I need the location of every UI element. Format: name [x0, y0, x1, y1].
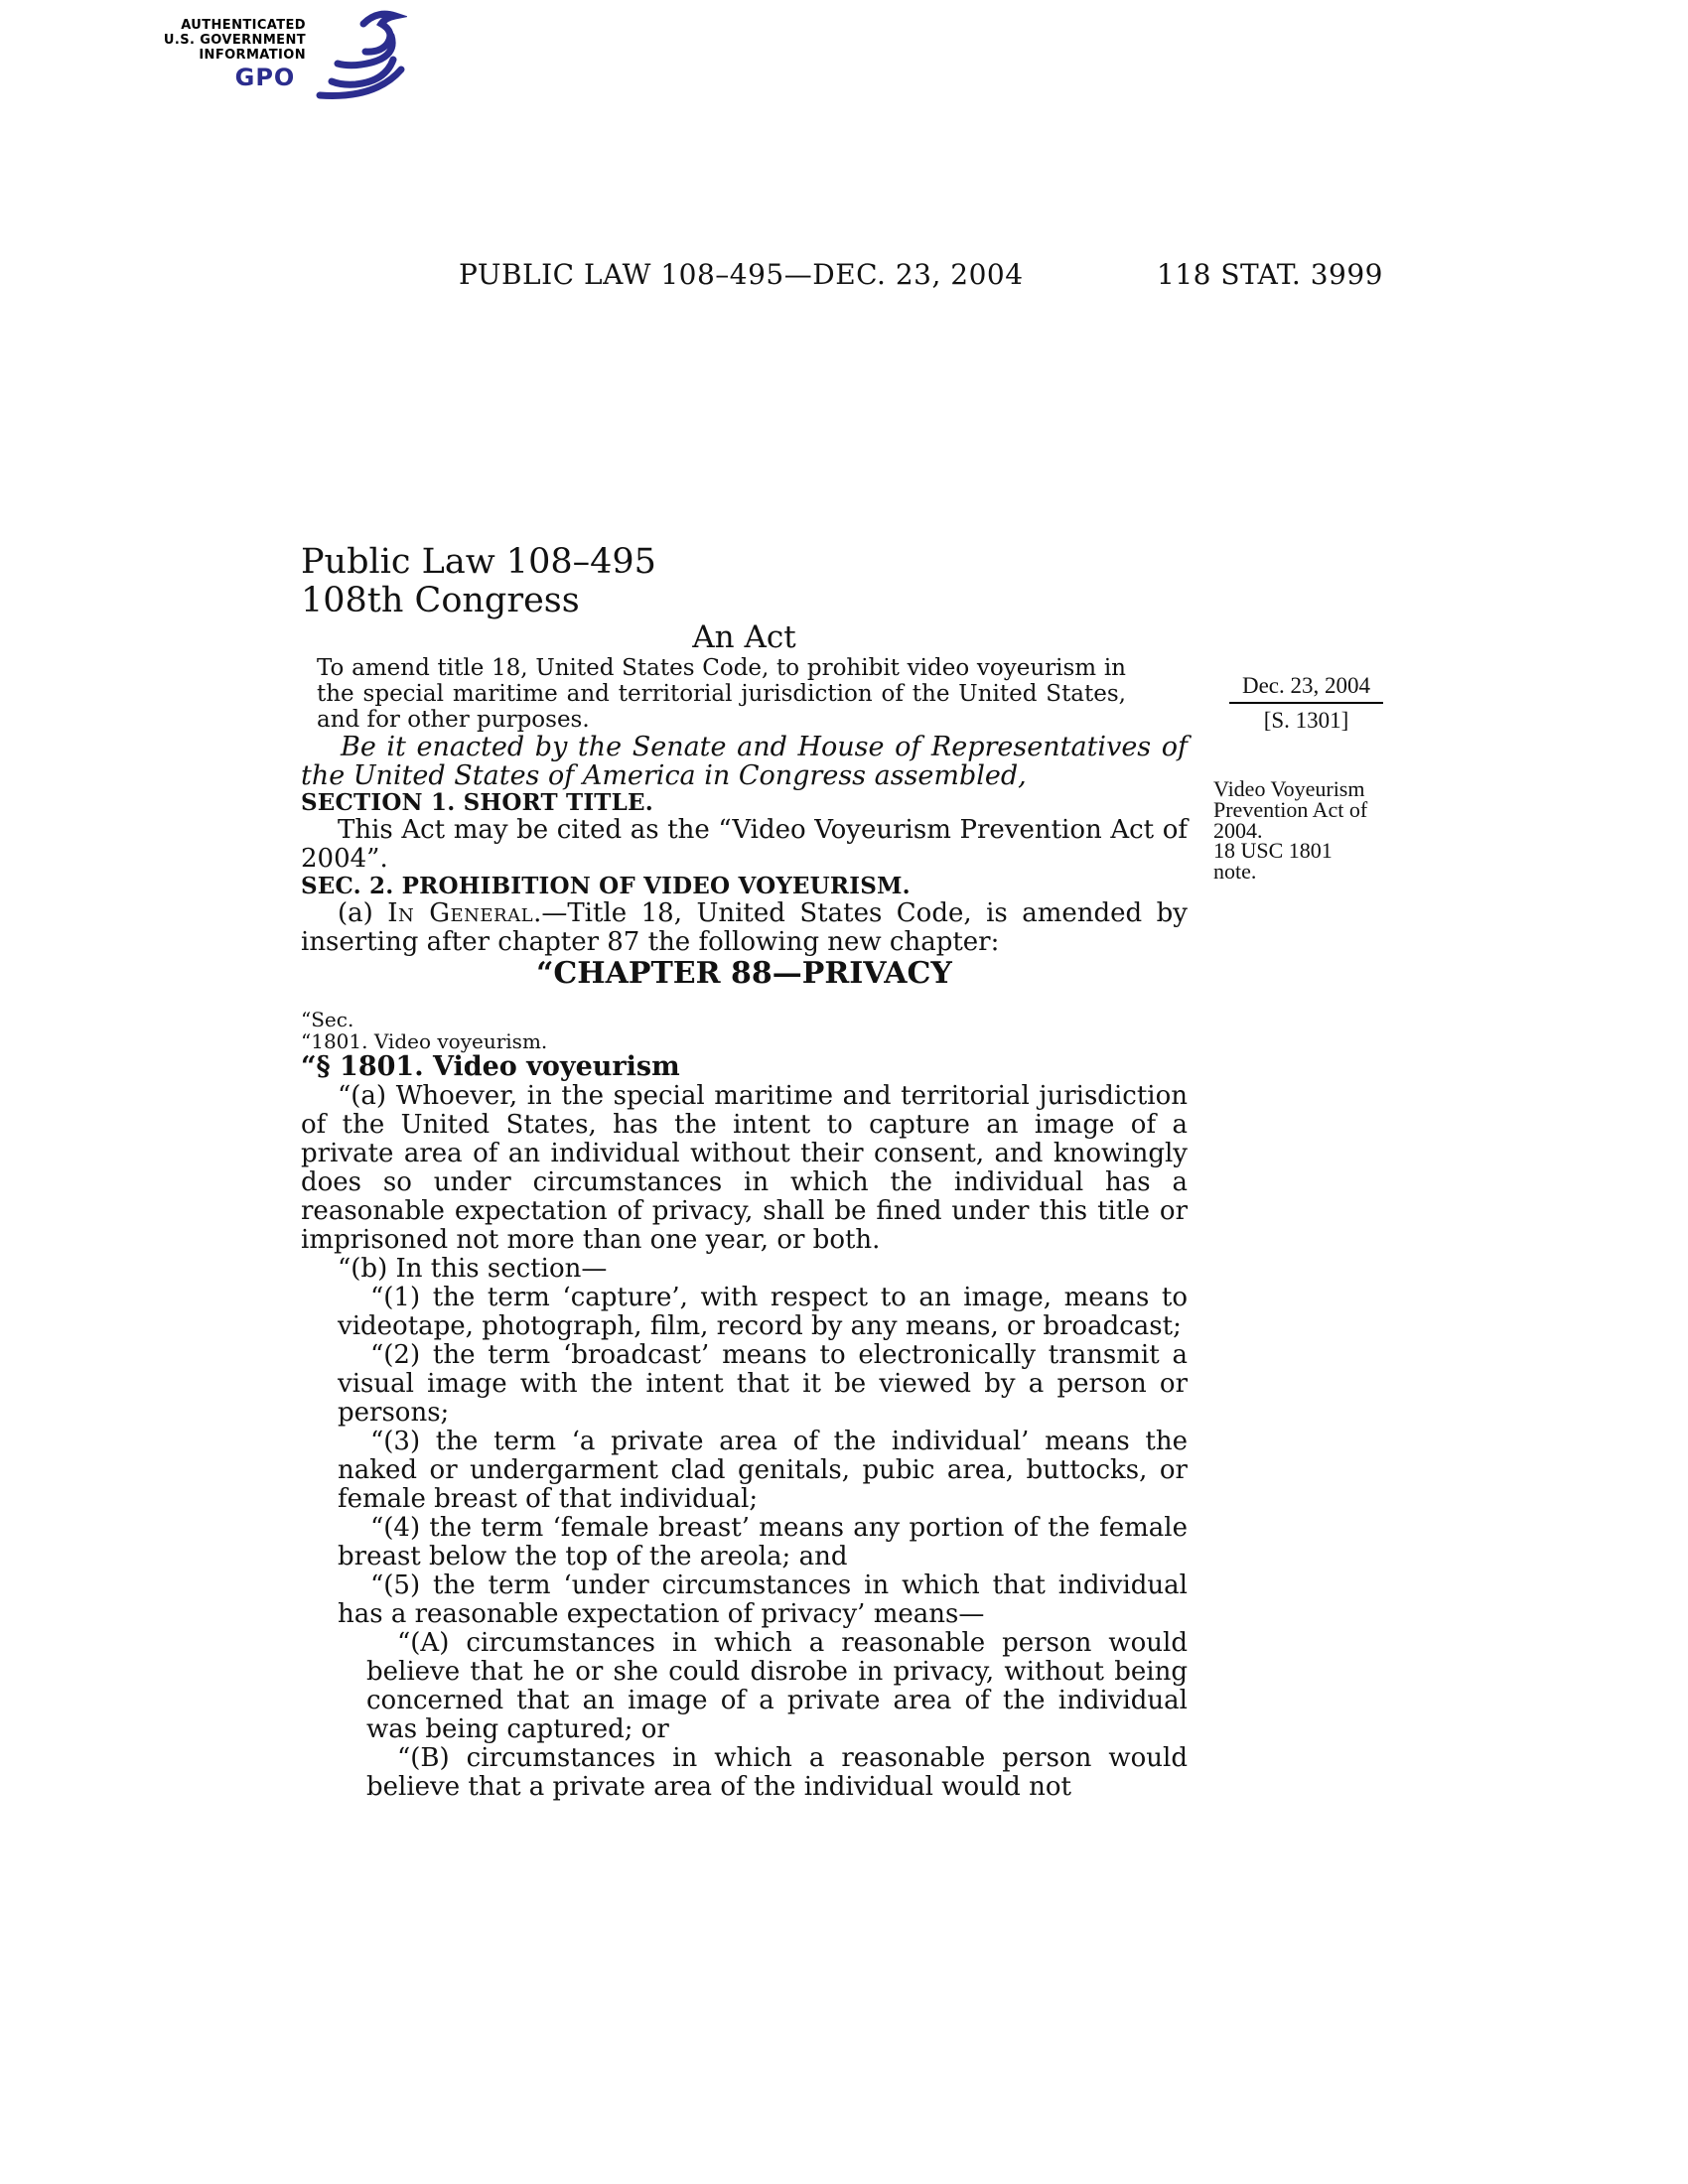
section2a-text: [301, 899, 1188, 957]
margin-note-short-title: Video Voyeurism Prevention Act of 2004.: [1213, 776, 1368, 843]
chapter-section-list: [301, 1009, 1188, 1052]
section2a-prefix: (a): [338, 898, 388, 928]
congress-title: 108th Congress: [301, 581, 580, 620]
an-act-heading: An Act: [692, 619, 796, 655]
sec-1801-par-a: “(a) Whoever, in the special maritime and territorial jurisdiction of the United States, has the intent to capture an image of a private area of an individual without their consent, and knowingly does so under circumstances in which the individual has a reasonable expectation of privacy, shall be fined under this title or imprisoned not more than one year, or both.: [301, 1081, 1188, 1255]
toc-entry-1801: “1801. Video voyeurism.: [301, 1029, 548, 1053]
enacting-clause: Be it enacted by the Senate and House of Representatives of the United States of America in Congress assembled,: [301, 732, 1188, 791]
gpo-logo: [137, 8, 336, 99]
margin-note-date: Dec. 23, 2004: [1229, 673, 1383, 704]
margin-note-date-bill: [1229, 673, 1383, 733]
public-law-number-title: Public Law 108–495: [301, 542, 656, 582]
definition-5-circumstances: “(5) the term ‘under circumstances in which that individual has a reasonable expectation of privacy’ means—: [338, 1570, 1188, 1629]
chapter-88-heading: “CHAPTER 88—PRIVACY: [536, 956, 952, 991]
running-head-stat-page: 118 STAT. 3999: [1157, 258, 1383, 291]
sec-1801-par-b: “(b) In this section—: [338, 1254, 608, 1284]
gpo-eagle-icon: [304, 8, 407, 103]
running-head-law: PUBLIC LAW 108–495—DEC. 23, 2004: [459, 258, 1024, 291]
sec-1801-heading: “§ 1801. Video voyeurism: [301, 1051, 680, 1082]
definition-3-private-area: “(3) the term ‘a private area of the individual’ means the naked or undergarment clad genitals, pubic area, buttocks, or female breast of that individual;: [338, 1427, 1188, 1514]
gpo-text-line1: AUTHENTICATED: [181, 18, 306, 33]
preamble-text: To amend title 18, United States Code, to prohibit video voyeurism in the special maritime and territorial jurisdiction of the United States, and for other purposes.: [317, 655, 1126, 733]
margin-note-usc-citation: 18 USC 1801 note.: [1213, 838, 1333, 884]
gpo-text-line3: INFORMATION: [199, 48, 306, 63]
section2-heading: SEC. 2. PROHIBITION OF VIDEO VOYEURISM.: [301, 873, 911, 899]
gpo-authenticated-text: [137, 18, 306, 63]
definition-5a-clause: “(A) circumstances in which a reasonable person would believe that he or she could disrobe in privacy, without being concerned that an image of a private area of the individual was being captured; or: [366, 1628, 1188, 1744]
section2a-in-general-label: In General: [387, 898, 534, 928]
definition-2-broadcast: “(2) the term ‘broadcast’ means to electronically transmit a visual image with the intent that it be viewed by a person or persons;: [338, 1340, 1188, 1428]
main-text-column: [301, 543, 1188, 1802]
definition-1-capture: “(1) the term ‘capture’, with respect to an image, means to videotape, photograph, film, record by any means, or broadcast;: [338, 1283, 1188, 1341]
gpo-text-line2: U.S. GOVERNMENT: [163, 33, 306, 48]
section1-heading: SECTION 1. SHORT TITLE.: [301, 789, 653, 816]
toc-sec-label: “Sec.: [301, 1008, 354, 1031]
section1-text: This Act may be cited as the “Video Voyeurism Prevention Act of 2004”.: [301, 815, 1188, 874]
definition-5b-clause: “(B) circumstances in which a reasonable person would believe that a private area of the individual would not: [366, 1743, 1188, 1802]
gpo-acronym: GPO: [234, 64, 296, 91]
margin-note-bill-number: [S. 1301]: [1263, 708, 1349, 733]
definition-4-female-breast: “(4) the term ‘female breast’ means any portion of the female breast below the top of the areola; and: [338, 1513, 1188, 1571]
section2a-rest: .—Title 18, United States Code, is amended by inserting after chapter 87 the following new chapter:: [301, 898, 1188, 957]
